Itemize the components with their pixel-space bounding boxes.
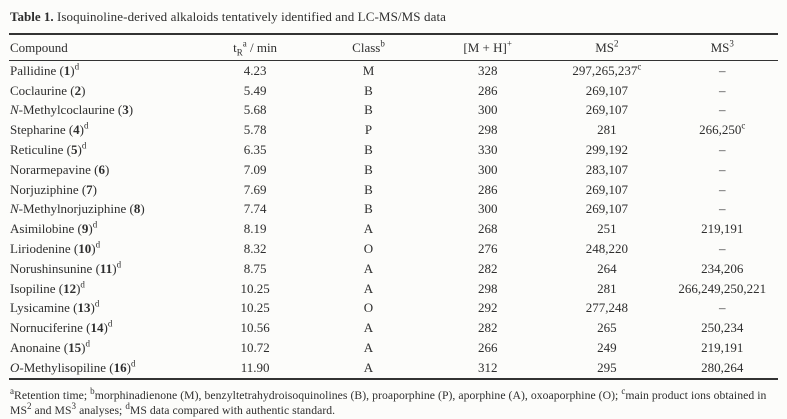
cell-m_h: 268: [477, 221, 498, 237]
cell-compound: Norjuziphine (7): [10, 181, 98, 197]
cell-compound: Lysicamine $(13)^d$: [10, 299, 100, 316]
cell-tr_min: 11.90: [240, 359, 270, 375]
cell-tr_min: 7.09: [243, 161, 267, 177]
cell-ms3: 250,234: [701, 320, 744, 336]
cell-class: A: [363, 221, 374, 237]
table-title: Table 1. Isoquinoline-derived alkaloids tentatively identified and LC-MS/MS data: [10, 9, 447, 24]
cell-compound: Norarmepavine (6): [10, 161, 110, 177]
cell-ms3: 219,191: [701, 340, 744, 356]
cell-ms2: 299,192: [585, 142, 628, 158]
cell-ms3: –: [718, 300, 726, 316]
cell-tr_min: 8.32: [243, 241, 267, 257]
cell-class: A: [363, 340, 374, 356]
cell-class: B: [364, 142, 373, 158]
cell-tr_min: 10.25: [240, 280, 270, 296]
cell-ms2: 269,107: [585, 201, 628, 217]
table-row: [9, 61, 778, 81]
cell-class: B: [364, 201, 373, 217]
header-row: [9, 34, 778, 61]
cell-m_h: 298: [477, 122, 498, 138]
cell-m_h: 292: [477, 300, 498, 316]
cell-ms2: 281: [597, 280, 617, 296]
cell-ms2: 283,107: [585, 161, 628, 177]
cell-compound: Isopiline $(12)^d$: [10, 279, 85, 296]
cell-compound: Anonaine $(15)^d$: [10, 338, 90, 356]
cell-class: P: [364, 122, 373, 138]
cell-compound: Asimilobine $(9)^d$: [10, 219, 98, 237]
table-row: [9, 259, 778, 279]
col-header-ms2: $MS^2$: [547, 34, 666, 61]
cell-tr_min: 5.78: [243, 122, 267, 138]
cell-ms2: 269,107: [585, 102, 628, 118]
cell-m_h: 300: [477, 102, 498, 118]
cell-m_h: 276: [477, 241, 498, 257]
cell-m_h: 300: [477, 201, 498, 217]
cell-tr_min: 5.49: [243, 82, 267, 98]
cell-ms3: –: [718, 142, 726, 158]
cell-compound: Pallidine $(1)^d$: [10, 61, 80, 78]
cell-class: O: [363, 300, 374, 316]
cell-m_h: 286: [477, 181, 498, 197]
cell-compound: Norushinsunine $(11)^d$: [10, 259, 122, 276]
cell-ms3: –: [718, 241, 726, 257]
cell-compound: N-Methylcoclaurine (3): [10, 102, 134, 118]
cell-class: A: [363, 280, 374, 296]
table-row: [9, 200, 778, 220]
cell-compound: O-Methylisopiline $(16)^d$: [10, 358, 136, 375]
cell-compound: Reticuline $(5)^d$: [10, 140, 87, 158]
cell-class: A: [363, 260, 374, 276]
cell-m_h: 282: [477, 260, 498, 276]
table-row: [9, 160, 778, 180]
cell-tr_min: 10.72: [240, 340, 270, 356]
table-row: [9, 120, 778, 140]
cell-m_h: 266: [477, 340, 498, 356]
cell-ms3: 219,191: [701, 221, 744, 237]
cell-m_h: 312: [477, 359, 498, 375]
cell-m_h: 330: [477, 142, 498, 158]
cell-tr_min: 7.74: [243, 201, 267, 217]
cell-ms3: 234,206: [701, 260, 744, 276]
cell-ms3: 266,249,250,221: [678, 280, 767, 296]
cell-ms2: 248,220: [585, 241, 628, 257]
table-row: [9, 318, 778, 338]
cell-ms2: 265: [597, 320, 617, 336]
cell-tr_min: 10.25: [240, 300, 270, 316]
cell-ms2: 249: [597, 340, 617, 356]
cell-m_h: 286: [477, 82, 498, 98]
cell-ms2: 251: [597, 221, 617, 237]
cell-compound: N-Methylnorjuziphine (8): [10, 201, 145, 217]
cell-class: A: [363, 359, 374, 375]
data-table: [9, 33, 778, 380]
table-row: [9, 180, 778, 200]
cell-m_h: 328: [477, 62, 498, 78]
cell-ms2: 277,248: [585, 300, 628, 316]
col-header-compound: Compound: [9, 34, 201, 61]
table-row: [9, 101, 778, 121]
cell-tr_min: 7.69: [243, 181, 267, 197]
col-header-class: Class$^b$: [309, 34, 428, 61]
cell-ms3: –: [718, 201, 726, 217]
cell-m_h: 300: [477, 161, 498, 177]
cell-class: B: [364, 82, 373, 98]
cell-ms2: 281: [597, 122, 617, 138]
cell-tr_min: 8.19: [243, 221, 267, 237]
col-header-retention: $t_R^a$ / min: [201, 34, 309, 61]
cell-tr_min: 5.68: [243, 102, 267, 118]
cell-ms3: –: [718, 161, 726, 177]
cell-tr_min: 6.35: [243, 142, 267, 158]
cell-compound: Nornuciferine $(14)^d$: [10, 318, 113, 336]
cell-class: B: [364, 161, 373, 177]
cell-class: O: [363, 241, 374, 257]
table-row: [9, 299, 778, 319]
cell-ms2: 295: [597, 359, 617, 375]
cell-class: B: [364, 181, 373, 197]
table-row: [9, 279, 778, 299]
cell-compound: Liriodenine $(10)^d$: [10, 239, 101, 257]
cell-ms2: 269,107: [585, 181, 628, 197]
cell-ms3: –: [718, 181, 726, 197]
table-row: [9, 239, 778, 259]
cell-class: B: [364, 102, 373, 118]
cell-compound: Stepharine $(4)^d$: [10, 120, 89, 138]
table-body: [9, 61, 778, 379]
col-header-m-h: [M + H]+: [428, 34, 547, 61]
col-header-ms3: $MS^3$: [666, 34, 778, 61]
cell-m_h: 298: [477, 280, 498, 296]
cell-class: M: [362, 62, 375, 78]
cell-m_h: 282: [477, 320, 498, 336]
table-row: [9, 81, 778, 101]
table-row: [9, 358, 778, 379]
cell-ms2: 269,107: [585, 82, 628, 98]
cell-ms3: –: [718, 102, 726, 118]
cell-ms2: 297,265,237$^c$: [572, 61, 642, 78]
cell-tr_min: 10.56: [240, 320, 270, 336]
table-footnote: $^a$Retention time; $^b$morphinadienone (M), benzyltetrahydroisoquinolines (B), proaporphine (P), aporphine (A), oxoaporphine (O); $^c$main product ions obtained in $MS^2$ and $MS^3$ analyses; $^d$MS data compared with authentic standard.: [10, 385, 767, 418]
table-row: [9, 338, 778, 358]
cell-ms3: –: [718, 82, 726, 98]
cell-tr_min: 4.23: [243, 62, 267, 78]
cell-tr_min: 8.75: [243, 260, 267, 276]
cell-ms2: 264: [597, 260, 617, 276]
cell-ms3: 266,250$^c$: [699, 120, 746, 138]
cell-ms3: –: [718, 62, 726, 78]
cell-compound: Coclaurine (2): [10, 82, 86, 98]
cell-ms3: 280,264: [701, 359, 744, 375]
cell-class: A: [363, 320, 374, 336]
table-row: [9, 219, 778, 239]
table-row: [9, 140, 778, 160]
